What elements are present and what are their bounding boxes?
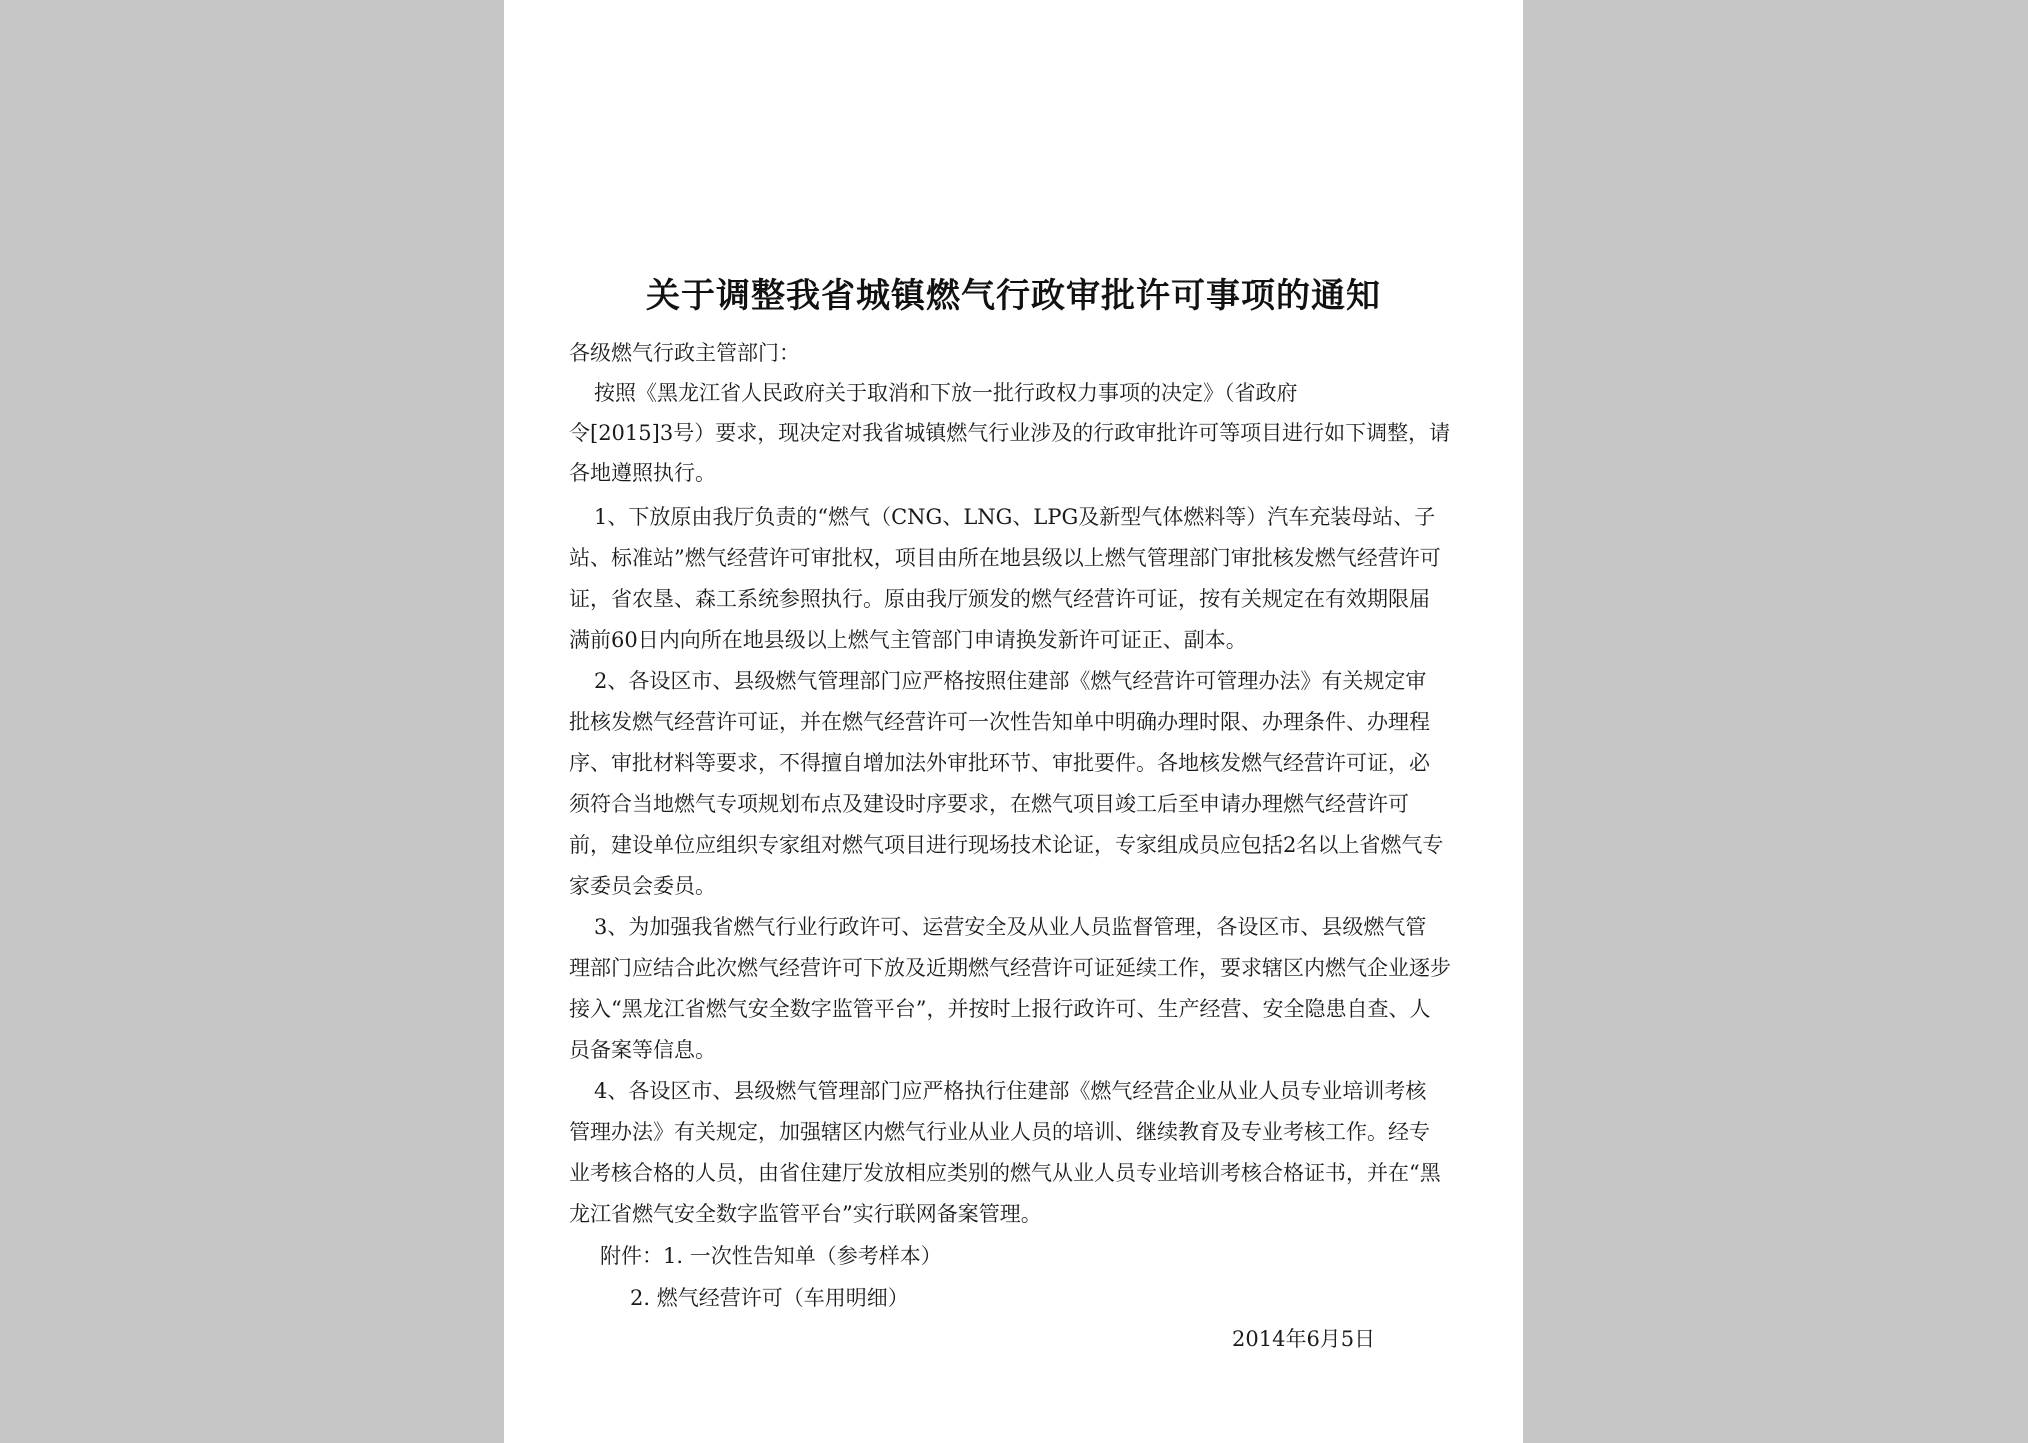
document-page bbox=[504, 0, 1523, 1443]
intro-line: 按照《黑龙江省人民政府关于取消和下放一批行政权力事项的决定》（省政府 bbox=[594, 381, 1298, 405]
document-date: 2014年6月5日 bbox=[1232, 1327, 1376, 1351]
attachment-line: 附件：1. 一次性告知单（参考样本） bbox=[600, 1244, 942, 1268]
item4-line: 业考核合格的人员，由省住建厅发放相应类别的燃气从业人员专业培训考核合格证书，并在“黑 bbox=[569, 1161, 1441, 1185]
item1-line: 满前60日内向所在地县级以上燃气主管部门申请换发新许可证正、副本。 bbox=[569, 628, 1247, 652]
item2-line: 序、审批材料等要求，不得擅自增加法外审批环节、审批要件。各地核发燃气经营许可证，必 bbox=[569, 751, 1430, 775]
item2-line: 批核发燃气经营许可证，并在燃气经营许可一次性告知单中明确办理时限、办理条件、办理程 bbox=[569, 710, 1430, 734]
document-title: 关于调整我省城镇燃气行政审批许可事项的通知 bbox=[646, 276, 1381, 316]
item4-line: 4、各设区市、县级燃气管理部门应严格执行住建部《燃气经营企业从业人员专业培训考核 bbox=[594, 1079, 1427, 1103]
item4-line: 龙江省燃气安全数字监管平台”实行联网备案管理。 bbox=[569, 1202, 1042, 1226]
item1-line: 站、标准站”燃气经营许可审批权，项目由所在地县级以上燃气管理部门审批核发燃气经营许可 bbox=[569, 546, 1441, 570]
item3-line: 理部门应结合此次燃气经营许可下放及近期燃气经营许可证延续工作，要求辖区内燃气企业逐步 bbox=[569, 956, 1451, 980]
item4-line: 管理办法》有关规定，加强辖区内燃气行业从业人员的培训、继续教育及专业考核工作。经专 bbox=[569, 1120, 1430, 1144]
item3-line: 3、为加强我省燃气行业行政许可、运营安全及从业人员监督管理，各设区市、县级燃气管 bbox=[594, 915, 1427, 939]
intro-line: 各地遵照执行。 bbox=[569, 461, 716, 485]
item3-line: 员备案等信息。 bbox=[569, 1038, 716, 1062]
attachment-line: 2. 燃气经营许可（车用明细） bbox=[630, 1286, 909, 1310]
item2-line: 须符合当地燃气专项规划布点及建设时序要求，在燃气项目竣工后至申请办理燃气经营许可 bbox=[569, 792, 1409, 816]
item1-line: 1、下放原由我厅负责的“燃气（CNG、LNG、LPG及新型气体燃料等）汽车充装母站、子 bbox=[594, 505, 1436, 529]
item3-line: 接入“黑龙江省燃气安全数字监管平台”，并按时上报行政许可、生产经营、安全隐患自查、人 bbox=[569, 997, 1431, 1021]
item1-line: 证，省农垦、森工系统参照执行。原由我厅颁发的燃气经营许可证，按有关规定在有效期限届 bbox=[569, 587, 1430, 611]
intro-line: 令[2015]3号）要求，现决定对我省城镇燃气行业涉及的行政审批许可等项目进行如下调整，请 bbox=[569, 421, 1451, 445]
salutation: 各级燃气行政主管部门： bbox=[569, 341, 800, 365]
item2-line: 2、各设区市、县级燃气管理部门应严格按照住建部《燃气经营许可管理办法》有关规定审 bbox=[594, 669, 1427, 693]
item2-line: 家委员会委员。 bbox=[569, 874, 716, 898]
item2-line: 前，建设单位应组织专家组对燃气项目进行现场技术论证，专家组成员应包括2名以上省燃气专 bbox=[569, 833, 1444, 857]
